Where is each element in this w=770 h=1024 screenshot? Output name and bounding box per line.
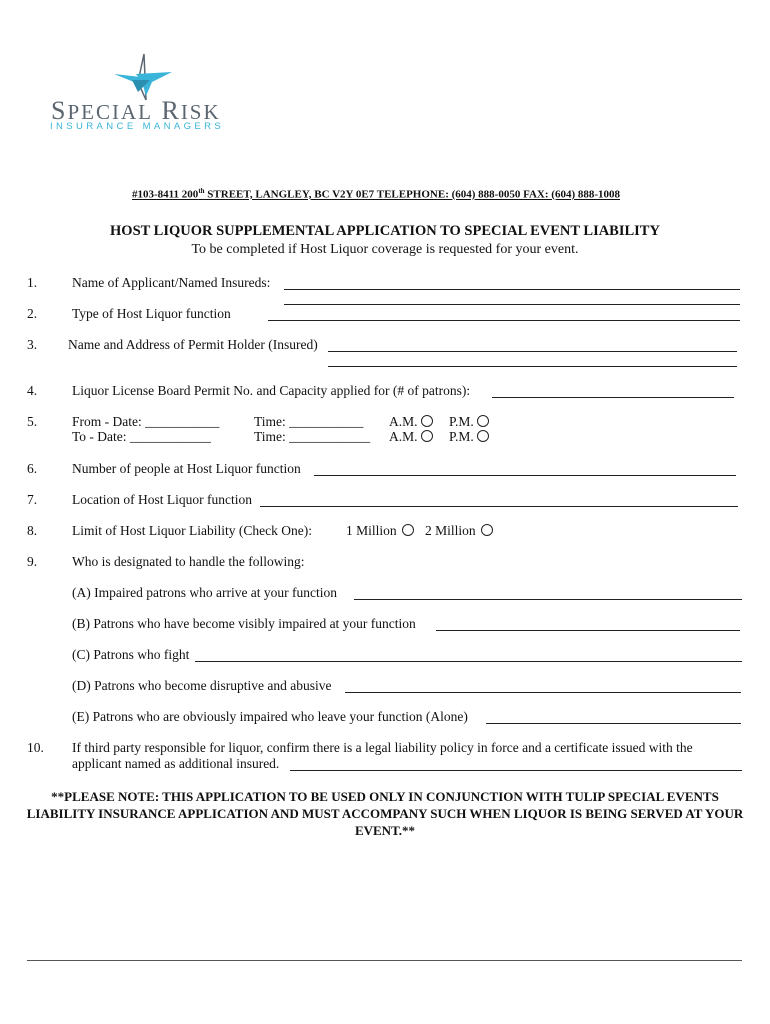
item-number: 4. [27,383,38,398]
function-type-field[interactable] [268,320,740,321]
radio-circle-icon[interactable] [402,524,414,536]
patrons-fight-field[interactable] [195,661,742,662]
location-label: Location of Host Liquor function [72,492,252,507]
item-number: 10. [27,740,44,755]
function-type-label: Type of Host Liquor function [72,306,231,321]
impaired-arrive-label: (A) Impaired patrons who arrive at your function [72,585,338,600]
radio-circle-icon[interactable] [477,430,489,442]
permit-number-field[interactable] [492,397,734,398]
to-am-option[interactable]: A.M. [389,429,433,445]
applicant-name-label: Name of Applicant/Named Insureds: [72,275,271,290]
item-number: 8. [27,523,38,538]
permit-holder-field-2[interactable] [328,366,737,367]
radio-circle-icon[interactable] [477,415,489,427]
third-party-field[interactable] [290,770,742,771]
logo-wordmark: SPECIAL RISK [51,96,221,125]
third-party-text-2: applicant named as additional insured. [72,756,280,771]
from-pm-option[interactable]: P.M. [449,414,489,430]
visibly-impaired-label: (B) Patrons who have become visibly impaired at your function [72,616,416,631]
applicant-name-field[interactable] [284,289,740,290]
permit-holder-label: Name and Address of Permit Holder (Insured) [68,337,318,352]
impaired-leave-field[interactable] [486,723,741,724]
visibly-impaired-field[interactable] [436,630,740,631]
people-count-field[interactable] [314,475,736,476]
item-number: 7. [27,492,38,507]
disruptive-field[interactable] [345,692,741,693]
one-million-option[interactable]: 1 Million [346,523,414,539]
permit-holder-field[interactable] [328,351,737,352]
item-number: 1. [27,275,38,290]
permit-number-label: Liquor License Board Permit No. and Capacity applied for (# of patrons): [72,383,471,398]
address-line: #103-8411 200th STREET, LANGLEY, BC V2Y 0E7 TELEPHONE: (604) 888-0050 FAX: (604) 888-1008 [132,187,621,201]
item-number: 2. [27,306,38,321]
to-date-field[interactable]: To - Date: ____________ [72,429,211,444]
liability-limit-label: Limit of Host Liquor Liability (Check One): [72,523,312,538]
item-number: 3. [27,337,38,352]
please-note: **PLEASE NOTE: THIS APPLICATION TO BE USED ONLY IN CONJUNCTION WITH TULIP SPECIAL EVENTS LIABILITY INSURANCE APPLICATION AND MUST ACCOMPANY SUCH WHEN LIQUOR IS BEING SERVED AT YOUR EVENT.** [26,789,744,838]
from-time-field[interactable]: Time: ___________ [254,414,364,429]
from-am-option[interactable]: A.M. [389,414,433,430]
from-date-field[interactable]: From - Date: ___________ [72,414,220,429]
location-field[interactable] [260,506,738,507]
item-number: 5. [27,414,38,429]
to-pm-option[interactable]: P.M. [449,429,489,445]
impaired-leave-label: (E) Patrons who are obviously impaired who leave your function (Alone) [72,709,468,724]
logo-subtitle: INSURANCE MANAGERS [50,121,225,132]
applicant-name-field-2[interactable] [284,304,740,305]
bottom-divider [27,960,742,961]
two-million-option[interactable]: 2 Million [425,523,493,539]
radio-circle-icon[interactable] [421,430,433,442]
people-count-label: Number of people at Host Liquor function [72,461,301,476]
form-title: HOST LIQUOR SUPPLEMENTAL APPLICATION TO SPECIAL EVENT LIABILITY [110,223,660,239]
designated-label: Who is designated to handle the following: [72,554,305,569]
item-number: 9. [27,554,38,569]
impaired-arrive-field[interactable] [354,599,742,600]
form-subtitle: To be completed if Host Liquor coverage is requested for your event. [191,242,579,257]
to-time-field[interactable]: Time: ____________ [254,429,371,444]
radio-circle-icon[interactable] [421,415,433,427]
item-number: 6. [27,461,38,476]
third-party-text: If third party responsible for liquor, confirm there is a legal liability policy in force and a certificate issued with the [72,740,693,755]
patrons-fight-label: (C) Patrons who fight [72,647,190,662]
disruptive-label: (D) Patrons who become disruptive and abusive [72,678,332,693]
radio-circle-icon[interactable] [481,524,493,536]
